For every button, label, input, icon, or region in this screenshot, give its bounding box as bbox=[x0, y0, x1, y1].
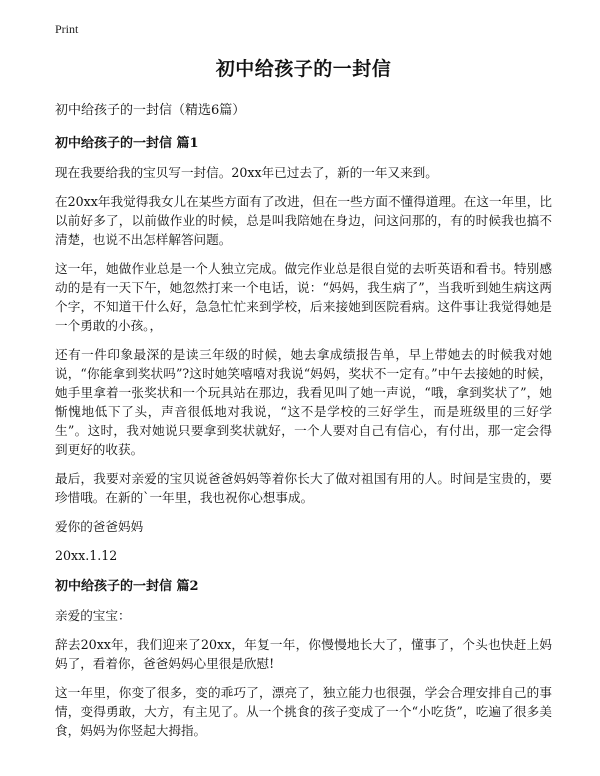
document-page bbox=[55, 50, 552, 750]
paragraph: 这一年，她做作业总是一个人独立完成。做完作业总是很自觉的去听英语和看书。特别感动的是有一天下午，她忽然打来一个电话，说：“妈妈，我生病了”，当我听到她生病这两个字，不知道干什么好，急急忙忙来到学校，后来接她到医院看病。这件事让我觉得她是一个勇敢的小孩。， bbox=[55, 261, 552, 333]
signature: 爱你的爸爸妈妈 bbox=[55, 519, 144, 534]
document-subtitle: 初中给孩子的一封信（精选6篇） bbox=[55, 103, 246, 118]
paragraph: 这一年里，你变了很多，变的乖巧了，漂亮了，独立能力也很强，学会合理安排自己的事情，变得勇敢，大方，有主见了。从一个挑食的孩子变成了一个“小吃货”，吃遍了很多美食，妈妈为你竖起大拇指。 bbox=[55, 685, 552, 738]
paragraph: 还有一件印象最深的是读三年级的时候，她去拿成绩报告单，早上带她去的时候我对她说，“你能拿到奖状吗”?这时她笑嘻嘻对我说“妈妈，奖状不一定有。”中午去接她的时候，她手里拿着一张奖状和一个玩具站在那边，我看见叫了她一声说，“哦，拿到奖状了”，她惭愧地低下了头，声音很低地对我说，“这不是学校的三好学生，而是班级里的三好学生”。这时，我对她说只要拿到奖状就好，一个人要对自己有信心，有付出，那一定会得到更好的收获。 bbox=[55, 347, 552, 457]
section-heading: 初中给孩子的一封信 篇2 bbox=[55, 579, 199, 594]
paragraph: 在20xx年我觉得我女儿在某些方面有了改进，但在一些方面不懂得道理。在这一年里，比以前好多了，以前做作业的时候，总是叫我陪她在身边，问这问那的，有的时候我也搞不清楚，也说不出怎样解答问题。 bbox=[55, 194, 552, 247]
paragraph: 最后，我要对亲爱的宝贝说爸爸妈妈等着你长大了做对祖国有用的人。时间是宝贵的，要珍惜哦。在新的`一年里，我也祝你心想事成。 bbox=[55, 471, 552, 505]
section-heading: 初中给孩子的一封信 篇1 bbox=[55, 136, 199, 151]
date: 20xx.1.12 bbox=[55, 548, 118, 563]
section-1 bbox=[55, 132, 552, 565]
print-label: Print bbox=[55, 22, 79, 36]
paragraph: 辞去20xx年，我们迎来了20xx，年复一年，你慢慢地长大了，懂事了，个头也快赶上妈妈了，看着你，爸爸妈妈心里很是欣慰! bbox=[55, 637, 552, 671]
section-2 bbox=[55, 575, 552, 740]
document-title: 初中给孩子的一封信 bbox=[215, 58, 392, 80]
salutation: 亲爱的宝宝： bbox=[55, 608, 131, 623]
paragraph: 现在我要给我的宝贝写一封信。20xx年已过去了，新的一年又来到。 bbox=[55, 165, 438, 180]
